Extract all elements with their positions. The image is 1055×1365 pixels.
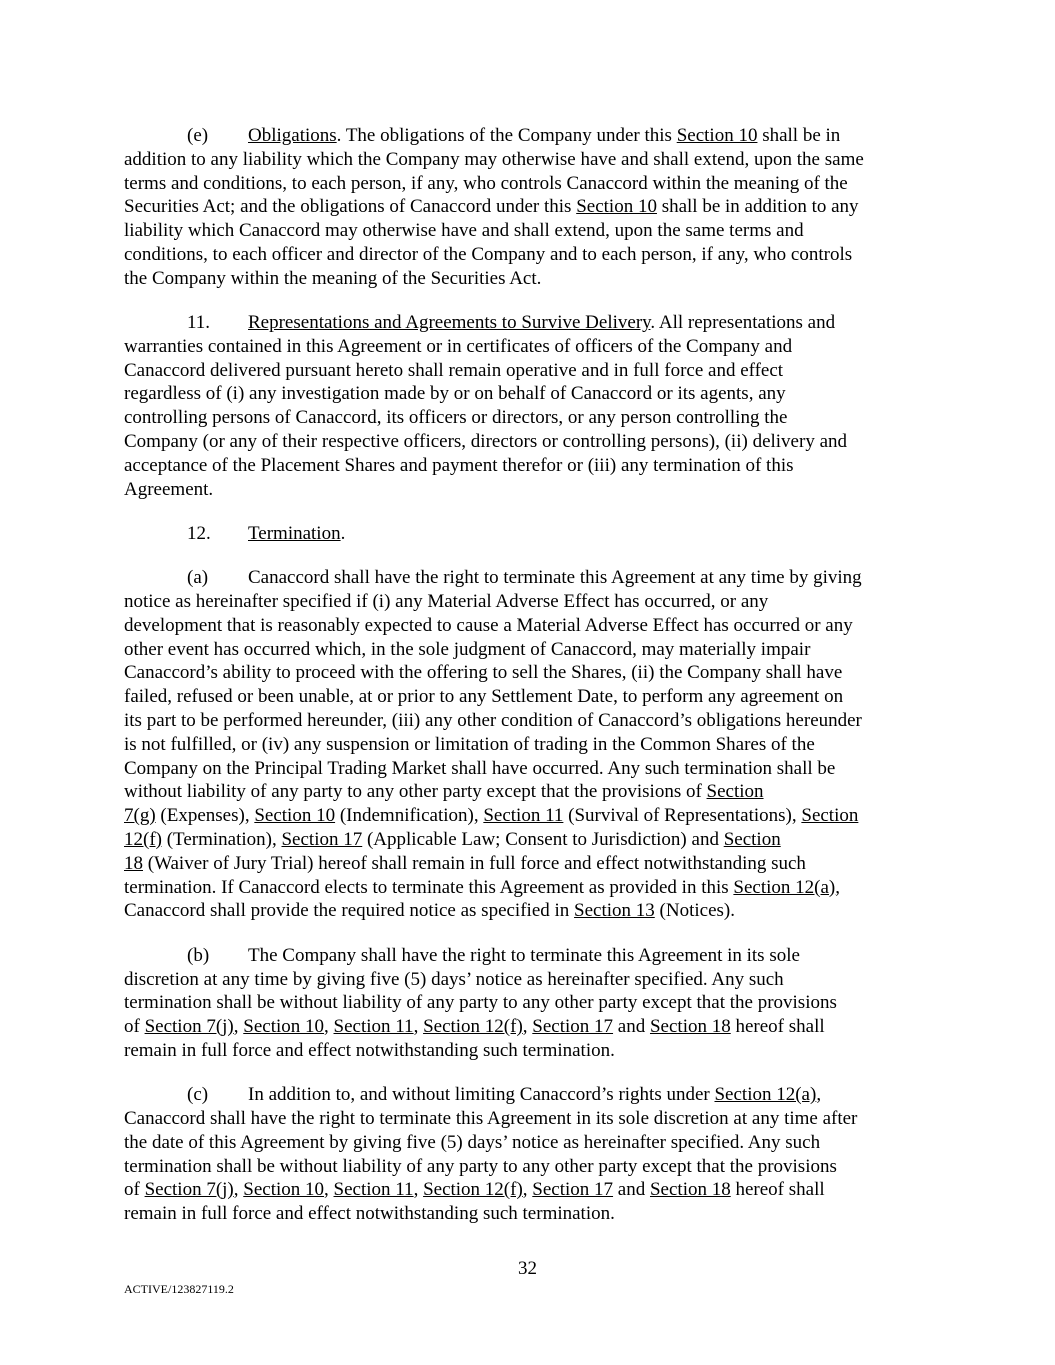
text-line: Canaccord shall have the right to terminate this Agreement in its sole discretion at any time after [124, 1107, 858, 1129]
section-reference: Section 17 [281, 829, 363, 851]
document-page [124, 124, 932, 1246]
paragraph-label: (c) [187, 1084, 209, 1106]
text-line [124, 311, 932, 335]
text-line: termination shall be without liability of any party to any other party except that the provisions [124, 1155, 837, 1177]
text-line: termination shall be without liability of any party to any other party except that the provisions [124, 992, 837, 1014]
section-heading: Representations and Agreements to Survive Delivery [248, 312, 651, 334]
text-fragment: of [124, 1179, 145, 1201]
text-line [124, 566, 932, 590]
text-fragment: , [233, 1016, 244, 1038]
section-reference: Section 18 [649, 1016, 731, 1038]
text-line [124, 1178, 932, 1202]
text-fragment: . [340, 522, 346, 544]
section-reference: Section 18 [649, 1179, 731, 1201]
text-fragment: (Termination), [161, 829, 282, 851]
text-fragment: of [124, 1016, 145, 1038]
section-number: 11. [187, 312, 211, 334]
text-fragment: , [835, 876, 840, 898]
text-line: the date of this Agreement by giving five (5) days’ notice as hereinafter specified. Any such [124, 1131, 821, 1153]
text-line: Agreement. [124, 478, 214, 500]
section-reference: Section 12(a) [714, 1084, 817, 1106]
section-reference: Section 17 [532, 1179, 614, 1201]
section-reference: Section 12(f) [423, 1016, 523, 1038]
text-line [124, 944, 932, 968]
section-reference: Section 10 [576, 196, 657, 218]
text-line: Company on the Principal Trading Market shall have occurred. Any such termination shall be [124, 757, 836, 779]
section-reference: Section 13 [574, 900, 655, 922]
text-line: regardless of (i) any investigation made by or on behalf of Canaccord or its agents, any [124, 383, 786, 405]
text-line: conditions, to each officer and director of the Company and to each person, if any, who controls [124, 243, 853, 265]
text-fragment: (Indemnification), [335, 805, 484, 827]
text-fragment: (Waiver of Jury Trial) hereof shall remain in full force and effect notwithstanding such [143, 852, 806, 874]
section-reference: Section 10 [243, 1179, 325, 1201]
text-line [124, 804, 932, 828]
text-line: controlling persons of Canaccord, its officers or directors, or any person controlling the [124, 407, 788, 429]
section-reference: Section 11 [483, 805, 564, 827]
section-reference: Section 10 [676, 125, 758, 146]
paragraph-label: (a) [187, 567, 209, 589]
text-line [124, 876, 932, 900]
text-fragment: and [613, 1016, 650, 1038]
text-line [124, 1015, 932, 1039]
section-reference: Section [706, 781, 764, 803]
text-fragment: . The obligations of the Company under this [336, 125, 677, 146]
section-reference: 12(f) [124, 829, 162, 851]
text-line: Canaccord delivered pursuant hereto shall remain operative and in full force and effect [124, 359, 784, 381]
text-line: development that is reasonably expected to cause a Material Adverse Effect has occurred or any [124, 614, 853, 636]
section-reference: Section 11 [333, 1016, 414, 1038]
text-fragment: (Expenses), [155, 805, 255, 827]
text-fragment: . All representations and [650, 312, 836, 334]
text-line: other event has occurred which, in the sole judgment of Canaccord, may materially impair [124, 638, 811, 660]
paragraph-label: (b) [187, 944, 210, 966]
text-fragment: , [413, 1016, 424, 1038]
text-fragment: The Company shall have the right to terminate this Agreement in its sole [248, 944, 800, 966]
text-line: Canaccord’s ability to proceed with the offering to sell the Shares, (ii) the Company shall have [124, 662, 843, 684]
text-fragment: hereof shall [730, 1016, 825, 1038]
text-line [124, 852, 932, 876]
text-line: liability which Canaccord may otherwise have and shall extend, upon the same terms and [124, 220, 804, 242]
paragraph-label: (e) [187, 125, 209, 146]
text-line: its part to be performed hereunder, (iii) any other condition of Canaccord’s obligations hereunder [124, 710, 862, 732]
section-reference: Section 10 [243, 1016, 325, 1038]
section-reference: Section 11 [333, 1179, 414, 1201]
text-fragment: Canaccord shall provide the required notice as specified in [124, 900, 575, 922]
text-fragment: , [522, 1016, 533, 1038]
section-reference: Section 12(a) [733, 876, 836, 898]
text-line: failed, refused or been unable, at or prior to any Settlement Date, to perform any agreement on [124, 686, 844, 708]
text-line: the Company within the meaning of the Securities Act. [124, 267, 542, 289]
document-id: ACTIVE/123827119.2 [124, 1282, 234, 1296]
text-line: addition to any liability which the Company may otherwise have and shall extend, upon the same [124, 148, 864, 170]
text-fragment: and [613, 1179, 650, 1201]
section-reference: Section [801, 805, 859, 827]
text-fragment: (Notices). [654, 900, 735, 922]
text-fragment: , [413, 1179, 424, 1201]
section-reference: Section 17 [532, 1016, 614, 1038]
text-fragment: , [816, 1084, 822, 1106]
section-heading: Termination [248, 522, 341, 544]
paragraph-a [124, 566, 932, 923]
text-fragment: Securities Act; and the obligations of Canaccord under this [124, 196, 577, 218]
text-line [124, 522, 932, 546]
paragraph-e-obligations [124, 124, 932, 291]
text-line [124, 1083, 932, 1107]
text-fragment: , [324, 1179, 334, 1201]
text-fragment: shall be in [757, 125, 841, 146]
section-reference: 18 [124, 852, 143, 874]
text-fragment: , [522, 1179, 533, 1201]
text-fragment: without liability of any party to any other party except that the provisions of [124, 781, 707, 803]
text-line [124, 124, 932, 148]
text-fragment: termination. If Canaccord elects to terminate this Agreement as provided in this [124, 876, 734, 898]
section-reference: 7(g) [124, 805, 156, 827]
section-reference: Section 10 [254, 805, 336, 827]
text-line [124, 899, 932, 923]
text-line: warranties contained in this Agreement or in certificates of officers of the Company and [124, 335, 793, 357]
text-fragment: Canaccord shall have the right to terminate this Agreement at any time by giving [248, 567, 862, 589]
text-line: remain in full force and effect notwithstanding such termination. [124, 1039, 615, 1061]
paragraph-c [124, 1083, 932, 1226]
text-line: terms and conditions, to each person, if any, who controls Canaccord within the meaning of the [124, 172, 848, 194]
section-number: 12. [187, 522, 211, 544]
text-fragment: (Survival of Representations), [563, 805, 802, 827]
text-line: acceptance of the Placement Shares and payment therefor or (iii) any termination of this [124, 454, 794, 476]
text-line: discretion at any time by giving five (5) days’ notice as hereinafter specified. Any such [124, 968, 784, 990]
page-number: 32 [518, 1258, 537, 1279]
section-11-representations [124, 311, 932, 501]
text-fragment: , [324, 1016, 334, 1038]
text-fragment: shall be in addition to any [656, 196, 859, 218]
section-reference: Section 7(j) [144, 1179, 234, 1201]
text-fragment: hereof shall [730, 1179, 825, 1201]
text-fragment: In addition to, and without limiting Canaccord’s rights under [248, 1084, 715, 1106]
text-line: is not fulfilled, or (iv) any suspension or limitation of trading in the Common Shares of the [124, 733, 815, 755]
section-reference: Section 7(j) [144, 1016, 234, 1038]
text-line: remain in full force and effect notwithstanding such termination. [124, 1203, 615, 1225]
text-line [124, 780, 932, 804]
section-12-termination [124, 522, 932, 546]
paragraph-heading: Obligations [248, 125, 337, 146]
section-reference: Section 12(f) [423, 1179, 523, 1201]
section-reference: Section [723, 829, 781, 851]
paragraph-b [124, 944, 932, 1063]
text-line [124, 195, 932, 219]
text-line: notice as hereinafter specified if (i) any Material Adverse Effect has occurred, or any [124, 591, 769, 613]
text-line: Company (or any of their respective officers, directors or controlling persons), (ii) delivery and [124, 431, 848, 453]
text-fragment: (Applicable Law; Consent to Jurisdiction) and [362, 829, 724, 851]
text-fragment: , [233, 1179, 244, 1201]
text-line [124, 828, 932, 852]
